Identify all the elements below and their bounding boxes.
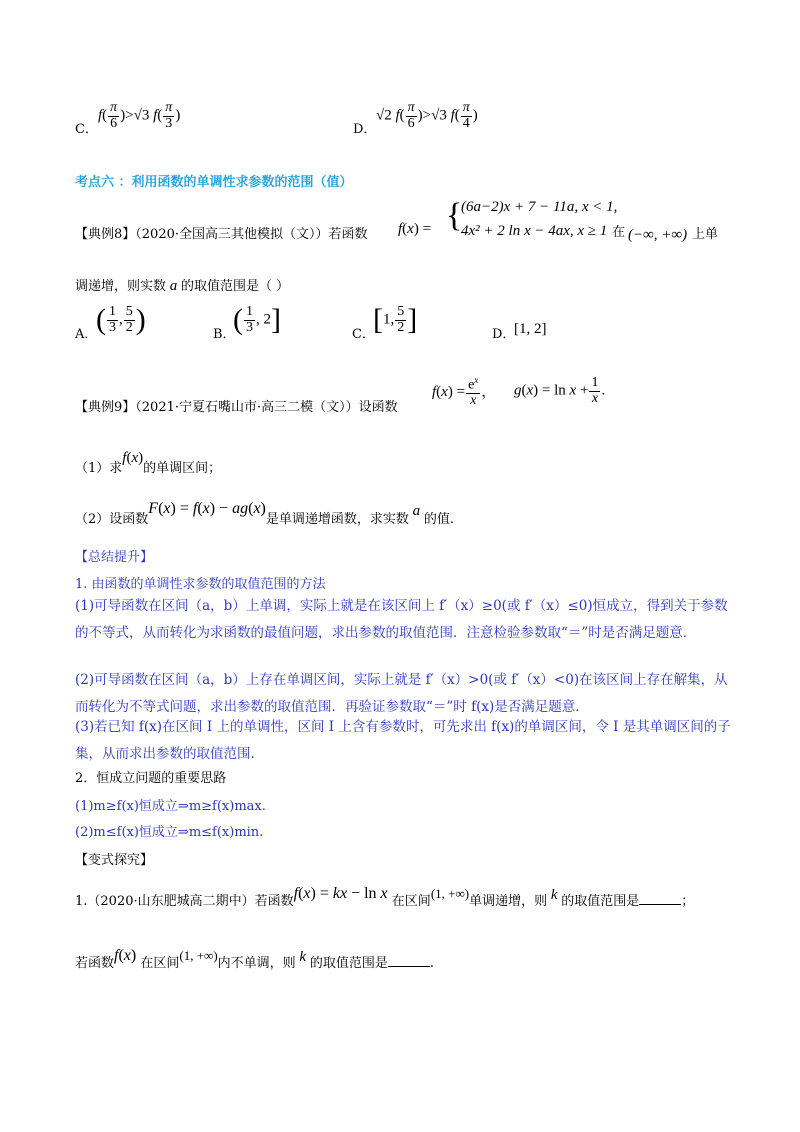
ex8-option-b-label: B． [213, 327, 236, 342]
section-title: 考点六 ：利用函数的单调性求参数的范围（值） [75, 175, 353, 190]
piecewise-brace: { [446, 197, 463, 234]
var-a: a [166, 278, 182, 294]
example8-source: （2020·全国高三其他模拟（文））若函数 [135, 227, 368, 242]
variant-q1-mid2: 单调递增，则 [469, 894, 548, 909]
example8-fx: f(x) = [398, 221, 432, 237]
variant-q2 [75, 947, 434, 972]
summary-p1-title: 1. 由函数的单调性求参数的取值范围的方法 [75, 577, 326, 592]
example8-line2-text: 调递增，则实数 [75, 279, 167, 294]
example9-end: . [601, 382, 606, 399]
variant-q1-mid: 在区间 [391, 894, 431, 909]
example8-tag: 【典例8】 [75, 227, 136, 242]
summary-p1-1: (1)可导函数在区间（a，b）上单调，实际上就是在该区间上 f′（x）≥0(或 f′（x）≤0)恒成立，得到关于参数的不等式，从而转化为求函数的最值问题，求出参数的取值范围．注意检验参数取“＝”时是否满足题意． [75, 598, 728, 641]
example8-in: 在 [612, 225, 626, 240]
example9-q1-fx: f(x) [122, 450, 144, 466]
variant-q1-end: ； [681, 894, 695, 909]
example8-line2-tail: 的取值范围是（ ） [181, 279, 290, 294]
summary-p2-title: 2．恒成立问题的重要思路 [75, 771, 227, 786]
example9-tag: 【典例9】 [75, 400, 136, 415]
variant-q2-mid: 在区间 [140, 956, 180, 971]
variant-q1-tail: 的取值范围是 [561, 894, 640, 909]
var-a-2: a [408, 503, 424, 519]
example9-sep: ， [481, 383, 497, 400]
example9-q1-prefix: （1）求 [75, 461, 123, 476]
summary-heading: 【总结提升】 [75, 550, 154, 565]
example9-q2-formula: F(x) = f(x) − ag(x) [148, 500, 266, 517]
variant-q2-mid2: 内不单调，则 [217, 956, 296, 971]
variant-q2-interval: (1, +∞) [179, 948, 218, 963]
piecewise-case-2: 4x² + 2 ln x − 4ax, x ≥ 1 [461, 223, 608, 239]
example9-q2-end: 的值. [423, 512, 455, 527]
variant-heading: 【变式探究】 [75, 853, 154, 868]
variant-q1-interval: (1, +∞) [430, 886, 470, 901]
example9-q2-prefix: （2）设函数 [75, 512, 149, 527]
example9-source: （2021·宁夏石嘴山市·高三二模（文））设函数 [135, 400, 398, 415]
summary-p1-2: (2)可导函数在区间（a，b）上存在单调区间，实际上就是 f′（x）>0(或 f′（x）<0)在该区间上存在解集，从而转化为不等式问题，求出参数的取值范围．再验证参数取“＝”时 f(x)是否满足题意． [75, 672, 728, 715]
var-k: k [547, 887, 562, 903]
variant-q1 [75, 885, 695, 910]
option-c-label: C． [75, 122, 98, 137]
example9-gx: g(x) = ln x + $\frac{1}{x}$ . [514, 375, 606, 406]
variant-q2-tail: 的取值范围是 [309, 956, 388, 971]
variant-q1-prefix: 1.（2020·山东肥城高二期中）若函数 [75, 894, 294, 909]
summary-p2-1: (1)m≥f(x)恒成立⇒m≥f(x)max. [75, 799, 266, 814]
summary-p2-2: (2)m≤f(x)恒成立⇒m≤f(x)min. [75, 825, 264, 840]
example8-header [75, 223, 368, 242]
ex8-option-d-value: [1, 2] [514, 321, 547, 337]
ex8-option-d-label: D． [492, 327, 516, 342]
example9-header [75, 396, 398, 415]
ex8-option-c-value: [1, $\frac{5}{2}$ ] [373, 303, 418, 336]
example9-q2-suffix: 是单调递增函数，求实数 [265, 512, 409, 527]
ex8-option-a-value: ( $\frac{1}{3}$ , $\frac{5}{2}$ ) [96, 303, 146, 336]
summary-p1-3: (3)若已知 f(x)在区间 I 上的单调性，区间 I 上含有参数时，可先求出 f(x)的单调区间，令 I 是其单调区间的子集，从而求出参数的取值范围． [75, 719, 731, 762]
ex8-option-c-label: C． [352, 327, 375, 342]
example9-fx: f(x) = $\frac{e^x}{x}$ ， [432, 375, 497, 409]
example8-tail: 上单 [692, 227, 719, 242]
piecewise-case-1: (6a−2)x + 7 − 11a, x < 1, [461, 199, 618, 215]
answer-blank-2[interactable] [388, 966, 430, 967]
option-d-label: D． [353, 122, 377, 137]
variant-q2-prefix: 若函数 [75, 956, 115, 971]
example8-line2 [75, 275, 289, 295]
example8-interval: (−∞, +∞) [628, 227, 688, 243]
option-d-formula: √2 f( $\frac{\pi}{6}$ )>√3 f( $\frac{\pi}{4}$ ) [376, 100, 478, 131]
var-k-2: k [295, 949, 310, 965]
example9-q1-suffix: 的单调区间； [143, 461, 222, 476]
option-c-formula: f( $\frac{\pi}{6}$ )>√3 f( $\frac{\pi}{3}$ ) [98, 100, 181, 131]
example9-q2 [75, 500, 455, 528]
ex8-option-b-value: ( $\frac{1}{3}$ , 2] [233, 303, 281, 336]
variant-q2-end: . [429, 956, 434, 971]
variant-q1-formula: f(x) = kx − ln x [293, 885, 388, 902]
variant-q2-fx: f(x) [114, 947, 137, 964]
ex8-option-a-label: A． [75, 327, 98, 342]
answer-blank-1[interactable] [639, 904, 681, 905]
example9-q1 [75, 450, 222, 477]
